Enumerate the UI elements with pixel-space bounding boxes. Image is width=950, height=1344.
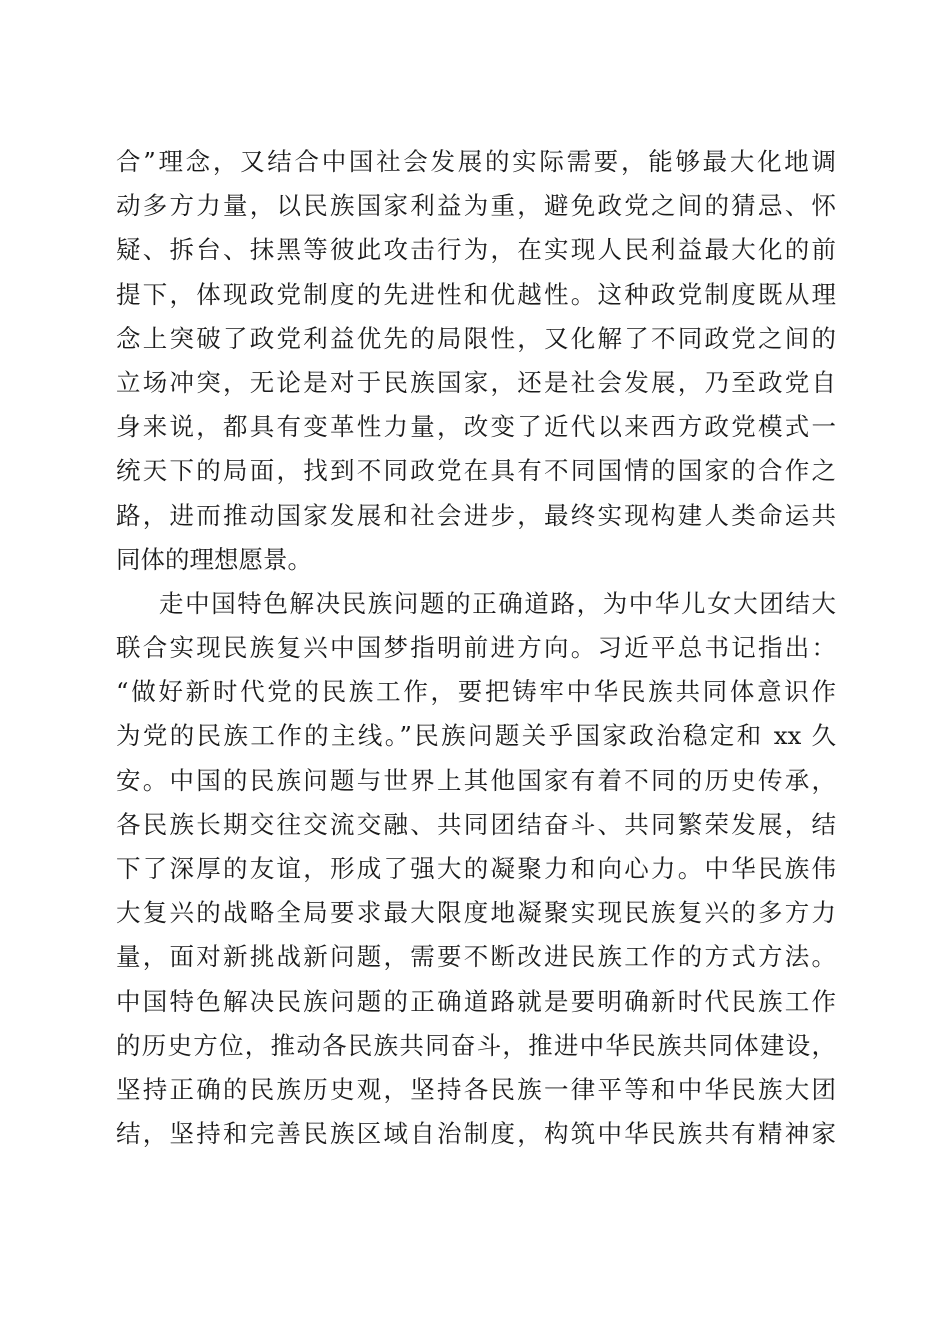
paragraph-line: “做好新时代党的民族工作，要把铸牢中华民族共同体意识作 [116,677,836,707]
paragraph-1 [116,140,836,582]
paragraph-line: 为党的民族工作的主线。”民族问题关乎国家政治稳定和 xx 久 [116,721,836,751]
paragraph-line: 联合实现民族复兴中国梦指明前进方向。习近平总书记指出： [116,633,836,663]
paragraph-line: 动多方力量，以民族国家利益为重，避免政党之间的猜忌、怀 [116,191,836,221]
paragraph-line: 坚持正确的民族历史观，坚持各民族一律平等和中华民族大团 [116,1074,836,1104]
document-body [116,140,836,1156]
paragraph-line: 大复兴的战略全局要求最大限度地凝聚实现民族复兴的多方力 [116,898,836,928]
paragraph-line: 结，坚持和完善民族区域自治制度，构筑中华民族共有精神家 [116,1119,836,1149]
paragraph-line: 下了深厚的友谊，形成了强大的凝聚力和向心力。中华民族伟 [116,854,836,883]
paragraph-line: 疑、拆台、抹黑等彼此攻击行为，在实现人民利益最大化的前 [116,235,836,265]
paragraph-line: 量，面对新挑战新问题，需要不断改进民族工作的方式方法。 [116,942,836,972]
paragraph-line: 路，进而推动国家发展和社会进步，最终实现构建人类命运共 [116,500,836,530]
paragraph-line: 合”理念，又结合中国社会发展的实际需要，能够最大化地调 [116,147,836,176]
paragraph-line: 中国特色解决民族问题的正确道路就是要明确新时代民族工作 [116,986,836,1016]
paragraph-line: 走中国特色解决民族问题的正确道路，为中华儿女大团结大 [159,588,836,618]
paragraph-line: 统天下的局面，找到不同政党在具有不同国情的国家的合作之 [116,456,836,486]
paragraph-line: 提下，体现政党制度的先进性和优越性。这种政党制度既从理 [116,279,836,309]
paragraph-line: 安。中国的民族问题与世界上其他国家有着不同的历史传承， [116,765,836,795]
paragraph-line: 各民族长期交往交流交融、共同团结奋斗、共同繁荣发展，结 [116,809,836,839]
paragraph-2 [116,582,836,1156]
paragraph-line: 立场冲突，无论是对于民族国家，还是社会发展，乃至政党自 [116,367,836,397]
paragraph-line: 同体的理想愿景。 [116,544,312,574]
paragraph-line: 念上突破了政党利益优先的局限性，又化解了不同政党之间的 [116,323,836,353]
paragraph-line: 身来说，都具有变革性力量，改变了近代以来西方政党模式一 [116,412,836,442]
paragraph-line: 的历史方位，推动各民族共同奋斗，推进中华民族共同体建设， [116,1030,836,1060]
